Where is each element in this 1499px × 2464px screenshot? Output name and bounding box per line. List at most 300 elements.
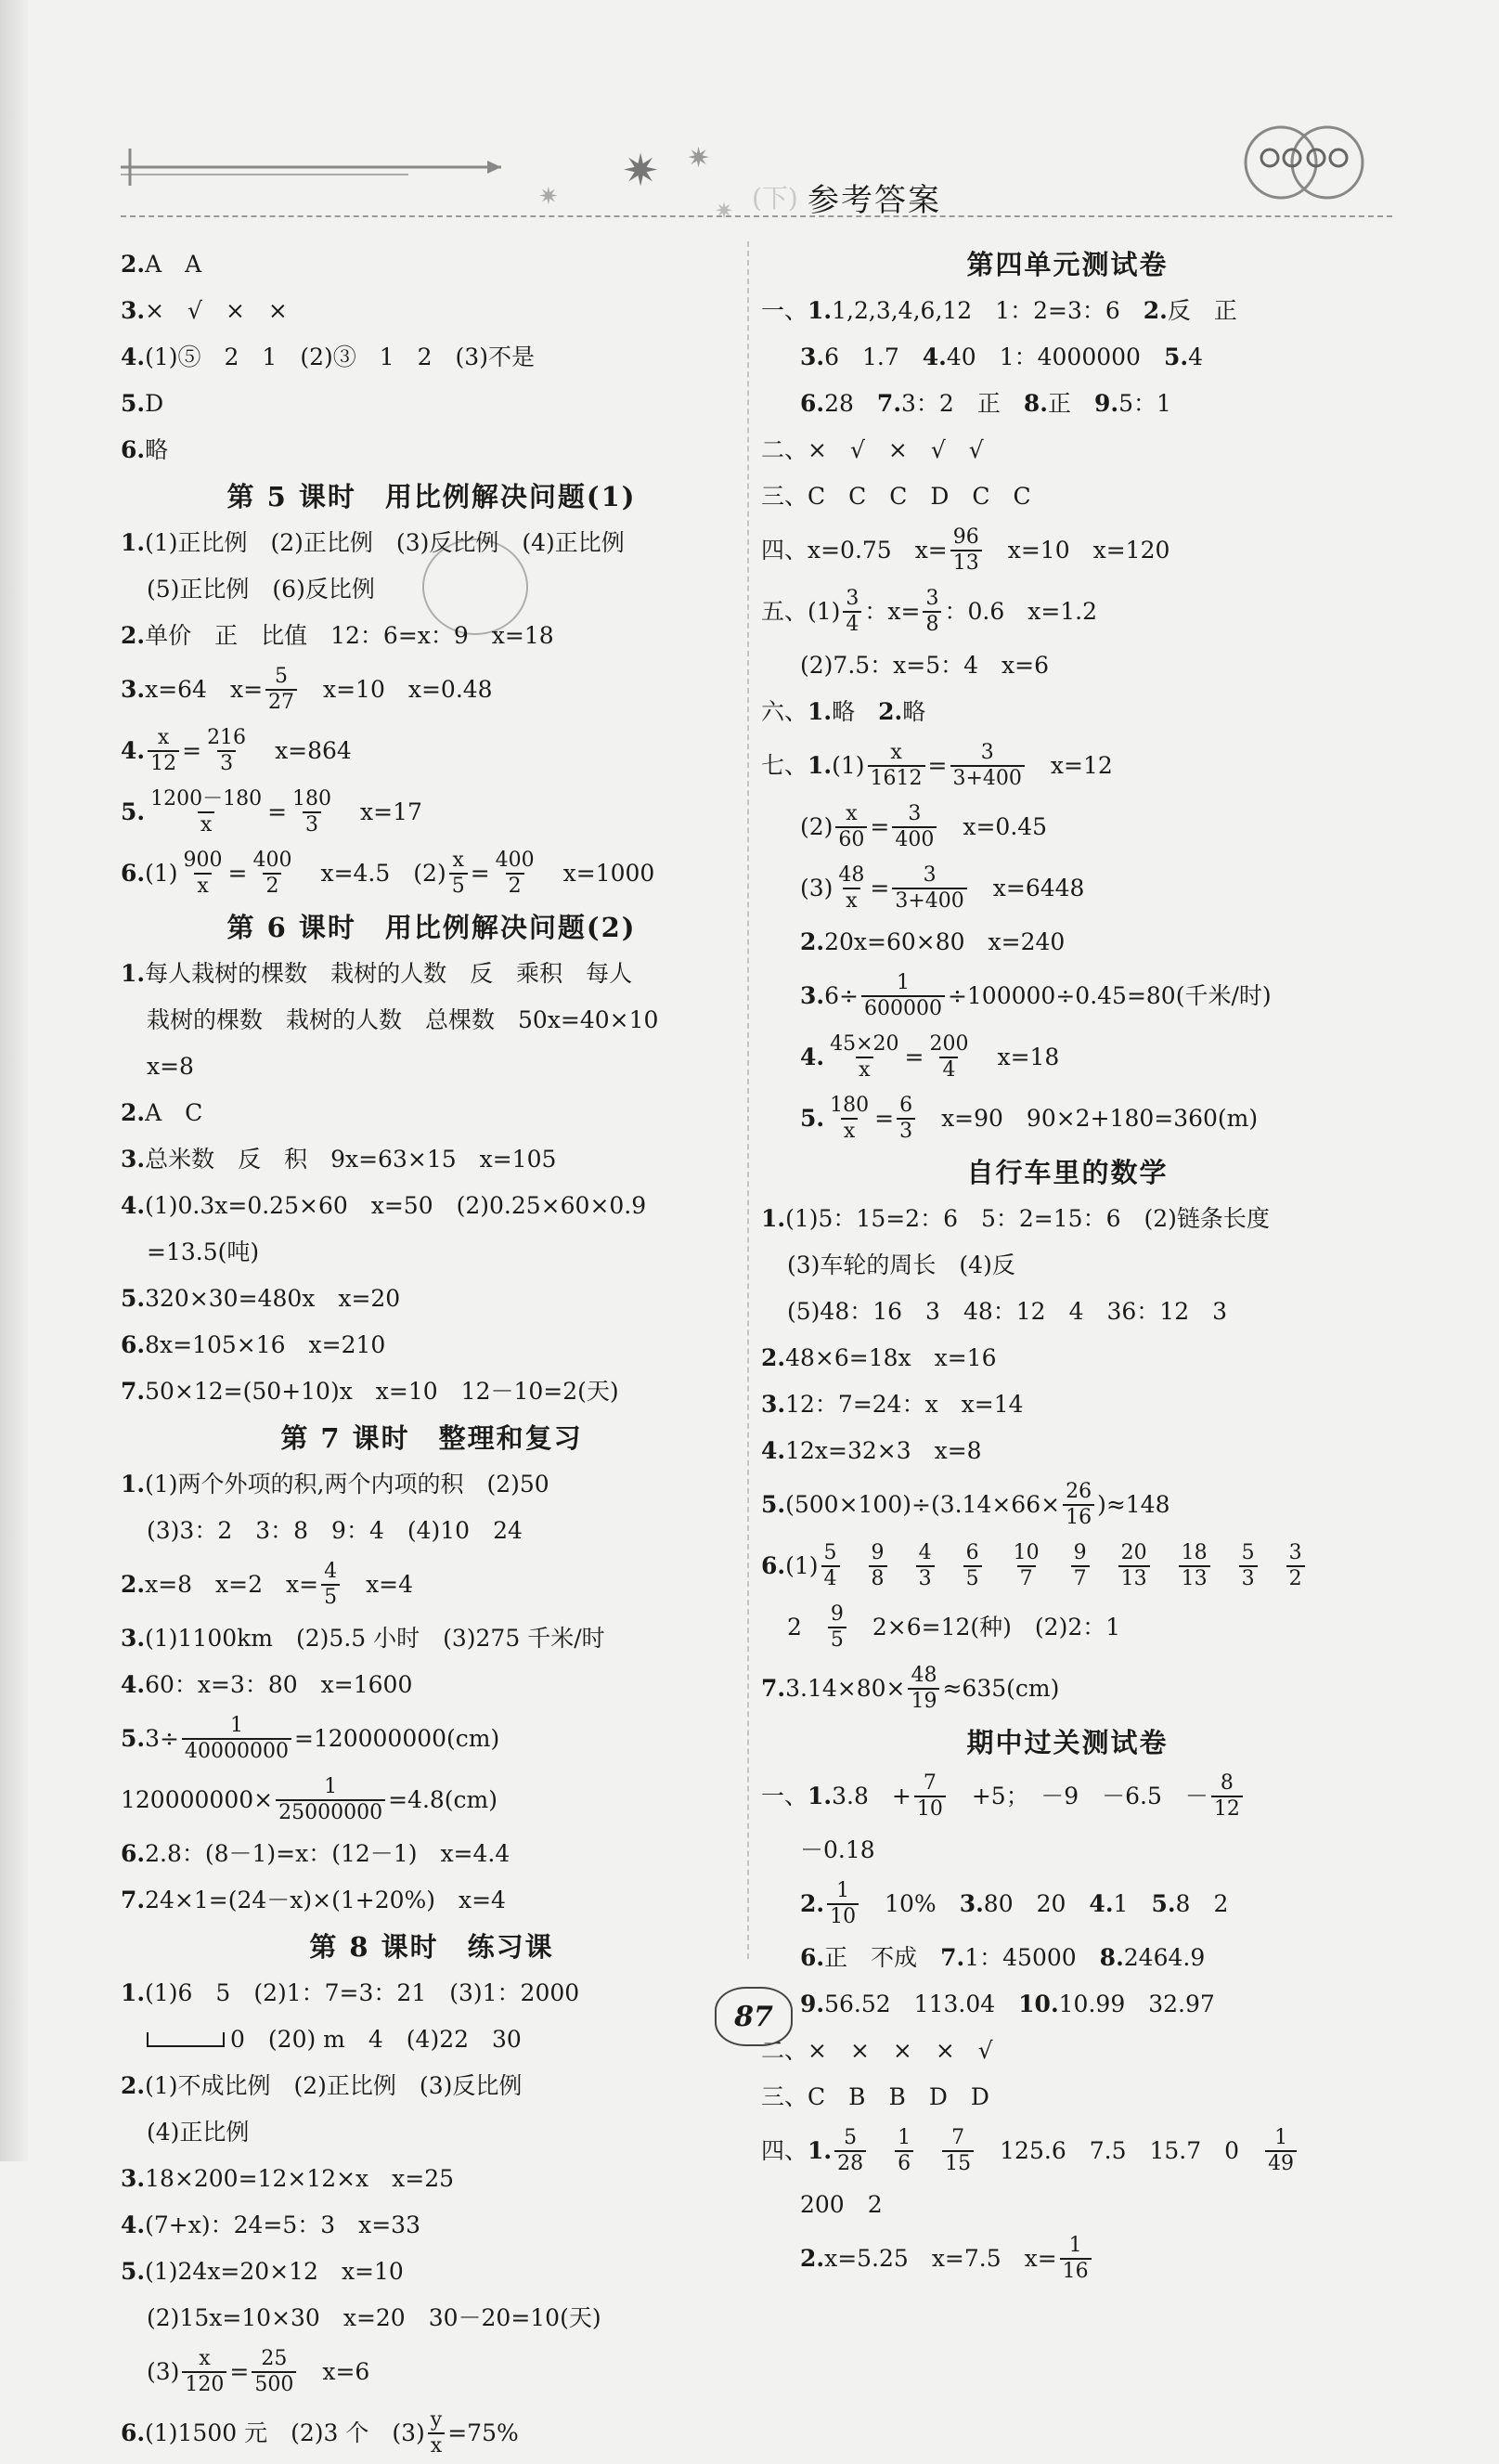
- denominator: 12: [1211, 1796, 1243, 1822]
- answer-line: [761, 2120, 1374, 2182]
- fraction: [1286, 1541, 1305, 1591]
- answer-line: [121, 2202, 743, 2249]
- answer-text: [1045, 1543, 1068, 1589]
- question-number: 3.: [121, 1625, 146, 1652]
- denominator: 3: [303, 811, 321, 837]
- denominator: 5: [963, 1565, 982, 1591]
- question-number: 7.: [121, 1378, 146, 1405]
- question-number: 1.: [808, 698, 833, 725]
- answer-text: 三、C C C D C C: [761, 483, 1031, 510]
- header-ghost-text: (下): [752, 183, 798, 214]
- answer-text: 六、: [761, 698, 808, 725]
- fraction: [861, 971, 945, 1021]
- numerator: 5: [1241, 1541, 1255, 1564]
- answer-line: [761, 1335, 1374, 1381]
- answer-text: =: [182, 737, 202, 764]
- answer-text: x=864: [252, 737, 352, 764]
- answer-text: x=18: [974, 1044, 1060, 1070]
- answer-line: [761, 2182, 1374, 2228]
- fraction: [1265, 2126, 1297, 2176]
- question-number: 5.: [761, 1491, 786, 1518]
- answer-text: (2)15x=10×30 x=20 30－20=10(天): [147, 2304, 601, 2331]
- fraction: [835, 863, 867, 914]
- numerator: 3: [925, 587, 939, 610]
- question-number: 6.: [121, 436, 146, 463]
- numerator: 8: [1220, 1771, 1234, 1795]
- question-number: 6.: [800, 1944, 825, 1971]
- denominator: 8: [869, 1565, 887, 1591]
- answer-line: [121, 1554, 743, 1615]
- denominator: 4: [821, 1565, 840, 1591]
- answer-text: x=90 90×2+180=360(m): [918, 1105, 1259, 1132]
- answer-line: [121, 2017, 743, 2063]
- fraction: [827, 1032, 901, 1083]
- numerator: 400: [495, 849, 535, 872]
- answer-line: [121, 782, 743, 843]
- left-column: [121, 241, 743, 2464]
- answer-text: x=6: [299, 2358, 370, 2385]
- header-divider: [121, 215, 1392, 217]
- answer-text: (3)车轮的周长 (4)反: [787, 1251, 1015, 1278]
- answer-text: 6 1.7: [824, 344, 923, 370]
- numerator: x: [846, 802, 858, 825]
- answer-text: x=10 x=0.48: [300, 676, 493, 703]
- question-number: 10.: [1018, 1991, 1059, 2017]
- numerator: 5: [823, 1541, 837, 1564]
- question-number: 6.: [761, 1552, 786, 1579]
- answer-line: [121, 1136, 743, 1183]
- svg-text:✷: ✷: [687, 142, 711, 175]
- answer-text: =75%: [447, 2419, 519, 2446]
- question-number: 2.: [121, 1571, 146, 1598]
- denominator: 5: [321, 1584, 340, 1610]
- question-number: 4.: [800, 1044, 825, 1070]
- answer-text: 18×200=12×12×x x=25: [145, 2165, 455, 2192]
- numerator: 18: [1181, 1541, 1208, 1564]
- answer-text: 6÷: [824, 982, 859, 1009]
- answer-text: =: [927, 752, 948, 779]
- answer-text: (5)48：16 3 48：12 4 36：12 3: [787, 1298, 1227, 1325]
- answer-text: [869, 2128, 892, 2174]
- svg-text:✷: ✷: [622, 145, 660, 197]
- denominator: 5: [449, 873, 468, 899]
- answer-line: [121, 1090, 743, 1136]
- question-number: 5.: [121, 2258, 146, 2285]
- answer-text: (4)正比例: [147, 2119, 250, 2146]
- denominator: 19: [908, 1688, 939, 1714]
- answer-text: 1,2,3,4,6,12 1：2=3：6: [832, 297, 1144, 324]
- answer-line: [121, 951, 743, 997]
- answer-line: [761, 1766, 1374, 1827]
- fraction: [252, 2347, 296, 2397]
- denominator: 3: [217, 750, 236, 776]
- answer-text: [1153, 1543, 1176, 1589]
- question-number: 4.: [922, 344, 947, 370]
- denominator: 400: [892, 826, 937, 852]
- denominator: 10: [914, 1796, 946, 1822]
- answer-text: 2×6=12(种) (2)2：1: [848, 1614, 1121, 1641]
- answer-text: 120000000×: [121, 1786, 274, 1813]
- denominator: 3+400: [892, 888, 966, 914]
- numerator: 1: [324, 1775, 338, 1798]
- answer-text: x=10 x=120: [984, 537, 1170, 564]
- numerator: 180: [292, 787, 332, 811]
- answer-line: [121, 997, 743, 1044]
- numerator: 10: [1013, 1541, 1040, 1564]
- answer-text: 50×12=(50+10)x x=10 12－10=2(天): [145, 1378, 619, 1405]
- numerator: 1: [836, 1879, 850, 1902]
- denominator: 7: [1071, 1565, 1090, 1591]
- answer-text: 320×30=480x x=20: [145, 1285, 401, 1312]
- answer-text: 4: [1188, 344, 1203, 370]
- fraction: [1118, 1541, 1150, 1591]
- answer-line: [121, 1508, 743, 1554]
- fraction: [449, 849, 468, 899]
- answer-text: =: [470, 860, 490, 887]
- scale-bar-icon: [147, 2032, 225, 2047]
- numerator: 5: [275, 665, 289, 688]
- svg-text:✷: ✷: [715, 198, 734, 223]
- answer-text: x=4.5 (2): [297, 860, 446, 887]
- numerator: 1: [898, 2126, 911, 2149]
- answer-text: ≈635(cm): [942, 1675, 1060, 1702]
- answer-line: [761, 1536, 1374, 1597]
- question-number: 6.: [121, 860, 146, 887]
- question-number: 7.: [761, 1675, 786, 1702]
- fraction: [1011, 1541, 1042, 1591]
- question-number: 5.: [121, 798, 146, 825]
- denominator: 60: [835, 826, 867, 852]
- answer-line: [761, 1381, 1374, 1428]
- answer-line: [121, 2063, 743, 2109]
- answer-text: 三、C B B D D: [761, 2083, 989, 2110]
- answer-text: (1)1100km (2)5.5 小时 (3)275 千米/时: [145, 1625, 605, 1652]
- answer-text: (5)正比例 (6)反比例: [147, 576, 375, 603]
- denominator: 6: [895, 2150, 913, 2176]
- numerator: 216: [207, 726, 247, 749]
- answer-line: [761, 1874, 1374, 1935]
- numerator: 9: [871, 1541, 885, 1564]
- answer-text: (3)3：2 3：8 9：4 (4)10 24: [147, 1517, 523, 1544]
- denominator: 3: [897, 1118, 915, 1144]
- answer-text: x=0.45: [939, 813, 1048, 840]
- question-number: 5.: [800, 1105, 825, 1132]
- question-number: 3.: [121, 2165, 146, 2192]
- answer-text: 四、x=0.75 x=: [761, 537, 948, 564]
- answer-text: 二、× √ × √ √: [761, 436, 984, 463]
- answer-line: [761, 1474, 1374, 1536]
- numerator: x: [890, 741, 902, 764]
- numerator: 3: [923, 863, 937, 887]
- fraction: [148, 726, 179, 776]
- question-number: 1.: [121, 1471, 146, 1498]
- denominator: 13: [1179, 1565, 1210, 1591]
- answer-text: 10%: [861, 1890, 960, 1917]
- fraction: [835, 802, 867, 852]
- answer-line: [761, 1827, 1374, 1874]
- answer-line: [121, 1183, 743, 1229]
- question-number: 6.: [121, 1331, 146, 1358]
- question-number: 3.: [761, 1391, 786, 1418]
- denominator: 500: [252, 2371, 296, 2397]
- answer-text: x=4: [342, 1571, 414, 1598]
- answer-line: [761, 735, 1374, 797]
- answer-text: (1): [785, 1552, 819, 1579]
- answer-text: =13.5(吨): [147, 1238, 260, 1265]
- question-number: 8.: [1099, 1944, 1124, 1971]
- numerator: 9: [1073, 1541, 1087, 1564]
- denominator: 16: [1063, 1504, 1094, 1530]
- answer-line: [761, 1935, 1374, 1981]
- column-divider: [747, 241, 749, 1959]
- fraction: [148, 787, 265, 837]
- answer-text: [1213, 1543, 1236, 1589]
- question-number: 1.: [121, 1979, 146, 2006]
- fraction: [828, 1602, 846, 1653]
- answer-line: [761, 642, 1374, 689]
- answer-line: [121, 1970, 743, 2017]
- question-number: 6.: [800, 390, 825, 417]
- answer-line: [761, 1289, 1374, 1335]
- question-number: 8.: [1023, 390, 1048, 417]
- fraction: [827, 1094, 872, 1144]
- answer-text: (2)7.5：x=5：4 x=6: [800, 652, 1049, 679]
- answer-text: x=17: [337, 798, 422, 825]
- fraction: [868, 741, 925, 791]
- denominator: 1612: [868, 765, 925, 791]
- answer-line: [761, 2228, 1374, 2289]
- answer-text: 125.6 7.5 15.7 0: [976, 2137, 1263, 2164]
- question-number: 4.: [761, 1437, 786, 1464]
- answer-text: 正: [1047, 390, 1094, 417]
- answer-line: [761, 1658, 1374, 1719]
- numerator: 4: [918, 1541, 932, 1564]
- answer-text: ：x=: [864, 598, 921, 625]
- answer-text: (1)两个外项的积,两个内项的积 (2)50: [145, 1471, 549, 1498]
- numerator: 1: [1068, 2234, 1082, 2257]
- fraction: [895, 2126, 913, 2176]
- denominator: x: [856, 1057, 872, 1083]
- question-number: 2.: [800, 2245, 825, 2272]
- denominator: 16: [1060, 2258, 1092, 2284]
- answer-text: 一、: [761, 297, 808, 324]
- answer-text: (2): [800, 813, 833, 840]
- answer-text: 正 不成: [824, 1944, 941, 1971]
- section-heading: 第 6 课时 用比例解决问题(2): [226, 912, 637, 943]
- answer-text: 0 (20) m 4 (4)22 30: [230, 2026, 522, 2053]
- fraction: [914, 1771, 946, 1822]
- answer-line: [761, 1242, 1374, 1289]
- answer-text: =4.8(cm): [388, 1786, 498, 1813]
- answer-text: [1260, 1543, 1284, 1589]
- denominator: 600000: [861, 995, 945, 1021]
- right-column: [761, 241, 1374, 2289]
- question-number: 7.: [876, 390, 902, 417]
- answer-line: [761, 1196, 1374, 1242]
- answer-text: )≈148: [1097, 1491, 1170, 1518]
- denominator: 3: [1239, 1565, 1258, 1591]
- numerator: 48: [911, 1664, 937, 1687]
- answer-line: [121, 1461, 743, 1508]
- answer-text: x=6448: [969, 875, 1085, 901]
- question-number: 4.: [121, 344, 146, 370]
- numerator: 25: [261, 2347, 288, 2370]
- question-number: 3.: [800, 344, 825, 370]
- question-number: 5.: [1151, 1890, 1176, 1917]
- answer-text: 单价 正 比值 12：6=x：9 x=18: [145, 622, 554, 649]
- answer-text: =120000000(cm): [293, 1725, 500, 1752]
- answer-line: [121, 241, 743, 288]
- answer-line: [121, 2109, 743, 2156]
- answer-text: 3：2 正: [901, 390, 1024, 417]
- section-heading: 自行车里的数学: [966, 1157, 1169, 1188]
- fraction: [926, 1032, 971, 1083]
- answer-line: [121, 720, 743, 782]
- fraction: [1239, 1541, 1258, 1591]
- answer-line: [121, 381, 743, 427]
- answer-text: 28: [824, 390, 877, 417]
- numerator: 5: [844, 2126, 858, 2149]
- answer-line: [761, 1597, 1374, 1658]
- question-number: 1.: [761, 1205, 786, 1232]
- question-number: 5.: [1163, 344, 1189, 370]
- answer-text: 四、: [761, 2137, 808, 2164]
- answer-text: A C: [145, 1099, 203, 1126]
- answer-text: (1)1500 元 (2)3 个 (3): [145, 2419, 425, 2446]
- answer-text: =: [227, 860, 248, 887]
- numerator: 3: [1288, 1541, 1302, 1564]
- answer-line: [761, 381, 1374, 427]
- question-number: 4.: [121, 737, 146, 764]
- denominator: x: [843, 888, 859, 914]
- fraction: [1060, 2234, 1092, 2284]
- answer-line: [761, 520, 1374, 581]
- answer-text: (1): [832, 752, 865, 779]
- answer-text: 12x=32×3 x=8: [785, 1437, 982, 1464]
- answer-text: 3÷: [145, 1725, 179, 1752]
- answer-text: 2: [787, 1614, 825, 1641]
- denominator: 4: [939, 1057, 958, 1083]
- answer-text: (1)不成比例 (2)正比例 (3)反比例: [145, 2072, 523, 2099]
- answer-line: [761, 689, 1374, 735]
- answer-text: 略: [902, 698, 926, 725]
- fraction: [827, 1879, 859, 1929]
- numerator: x: [157, 726, 170, 749]
- answer-text: (1)⑤ 2 1 (2)③ 1 2 (3)不是: [145, 344, 535, 370]
- answer-text: (1): [145, 860, 178, 887]
- question-number: 2.: [800, 1890, 825, 1917]
- fraction: [265, 665, 297, 715]
- numerator: 96: [952, 525, 979, 549]
- answer-text: x=5.25 x=7.5 x=: [824, 2245, 1057, 2272]
- svg-text:✷: ✷: [538, 183, 559, 211]
- answer-text: 10.99 32.97: [1058, 1991, 1215, 2017]
- question-number: 1.: [808, 2137, 833, 2164]
- answer-text: ：0.6 x=1.2: [944, 598, 1098, 625]
- fraction: [908, 1664, 939, 1714]
- question-number: 9.: [1093, 390, 1119, 417]
- answer-line: [121, 1708, 743, 1770]
- answer-text: 56.52 113.04: [824, 1991, 1019, 2017]
- numerator: 1: [1274, 2126, 1288, 2149]
- numerator: 200: [929, 1032, 969, 1056]
- denominator: 13: [950, 550, 982, 576]
- denominator: 5: [828, 1627, 846, 1653]
- fraction: [834, 2126, 866, 2176]
- mascot-icon: [1234, 111, 1374, 214]
- fraction: [1063, 1480, 1094, 1530]
- question-number: 5.: [121, 1725, 146, 1752]
- question-number: 1.: [808, 752, 833, 779]
- answer-text: 5：1: [1118, 390, 1171, 417]
- fraction: [892, 802, 937, 852]
- numerator: 400: [252, 849, 292, 872]
- answer-text: x=8 x=2 x=: [145, 1571, 319, 1598]
- numerator: 1: [896, 971, 910, 994]
- fraction: [843, 587, 861, 637]
- answer-line: [761, 1981, 1374, 2028]
- numerator: x: [199, 2347, 211, 2370]
- question-number: 2.: [800, 928, 825, 955]
- question-number: 2.: [761, 1344, 786, 1371]
- answer-line: [761, 966, 1374, 1027]
- answer-line: [761, 1428, 1374, 1474]
- fraction: [182, 1714, 291, 1764]
- numerator: 6: [899, 1094, 913, 1117]
- denominator: 120: [182, 2371, 226, 2397]
- question-number: 4.: [1089, 1890, 1114, 1917]
- denominator: 2: [1286, 1565, 1305, 1591]
- denominator: 8: [923, 611, 941, 637]
- denominator: 28: [834, 2150, 866, 2176]
- answer-text: 1：45000: [964, 1944, 1100, 1971]
- page-title: 参考答案: [808, 182, 941, 219]
- answer-text: x=64 x=: [145, 676, 264, 703]
- question-number: 3.: [121, 1146, 146, 1173]
- numerator: y: [430, 2408, 443, 2432]
- answer-text: [890, 1543, 913, 1589]
- question-number: 3.: [800, 982, 825, 1009]
- question-number: 3.: [121, 676, 146, 703]
- answer-text: 2.8：(8－1)=x：(12－1) x=4.4: [145, 1840, 510, 1867]
- question-number: 2.: [121, 251, 146, 278]
- fraction: [493, 849, 537, 899]
- denominator: 7: [1017, 1565, 1036, 1591]
- answer-text: =: [870, 875, 890, 901]
- question-number: 2.: [121, 622, 146, 649]
- answer-text: +5； －9 －6.5 －: [948, 1783, 1208, 1809]
- numerator: 7: [951, 2126, 965, 2149]
- numerator: 3: [980, 741, 994, 764]
- numerator: 9: [830, 1602, 844, 1626]
- answer-text: 3.8 +: [832, 1783, 911, 1809]
- question-number: 1.: [121, 960, 146, 987]
- answer-text: 五、(1): [761, 598, 841, 625]
- numerator: 3: [846, 587, 859, 610]
- answer-text: 3.14×80×: [785, 1675, 906, 1702]
- section-heading: 第 8 课时 练习课: [309, 1931, 554, 1963]
- answer-line: [761, 473, 1374, 520]
- fraction: [1211, 1771, 1243, 1822]
- section-heading: 第 7 课时 整理和复习: [280, 1422, 583, 1454]
- question-number: 4.: [121, 2211, 146, 2238]
- answer-text: 1: [1113, 1890, 1152, 1917]
- answer-text: × √ × ×: [145, 297, 288, 324]
- question-number: 5.: [121, 1285, 146, 1312]
- fraction: [892, 863, 966, 914]
- fraction: [204, 726, 249, 776]
- answer-text: D: [145, 390, 164, 417]
